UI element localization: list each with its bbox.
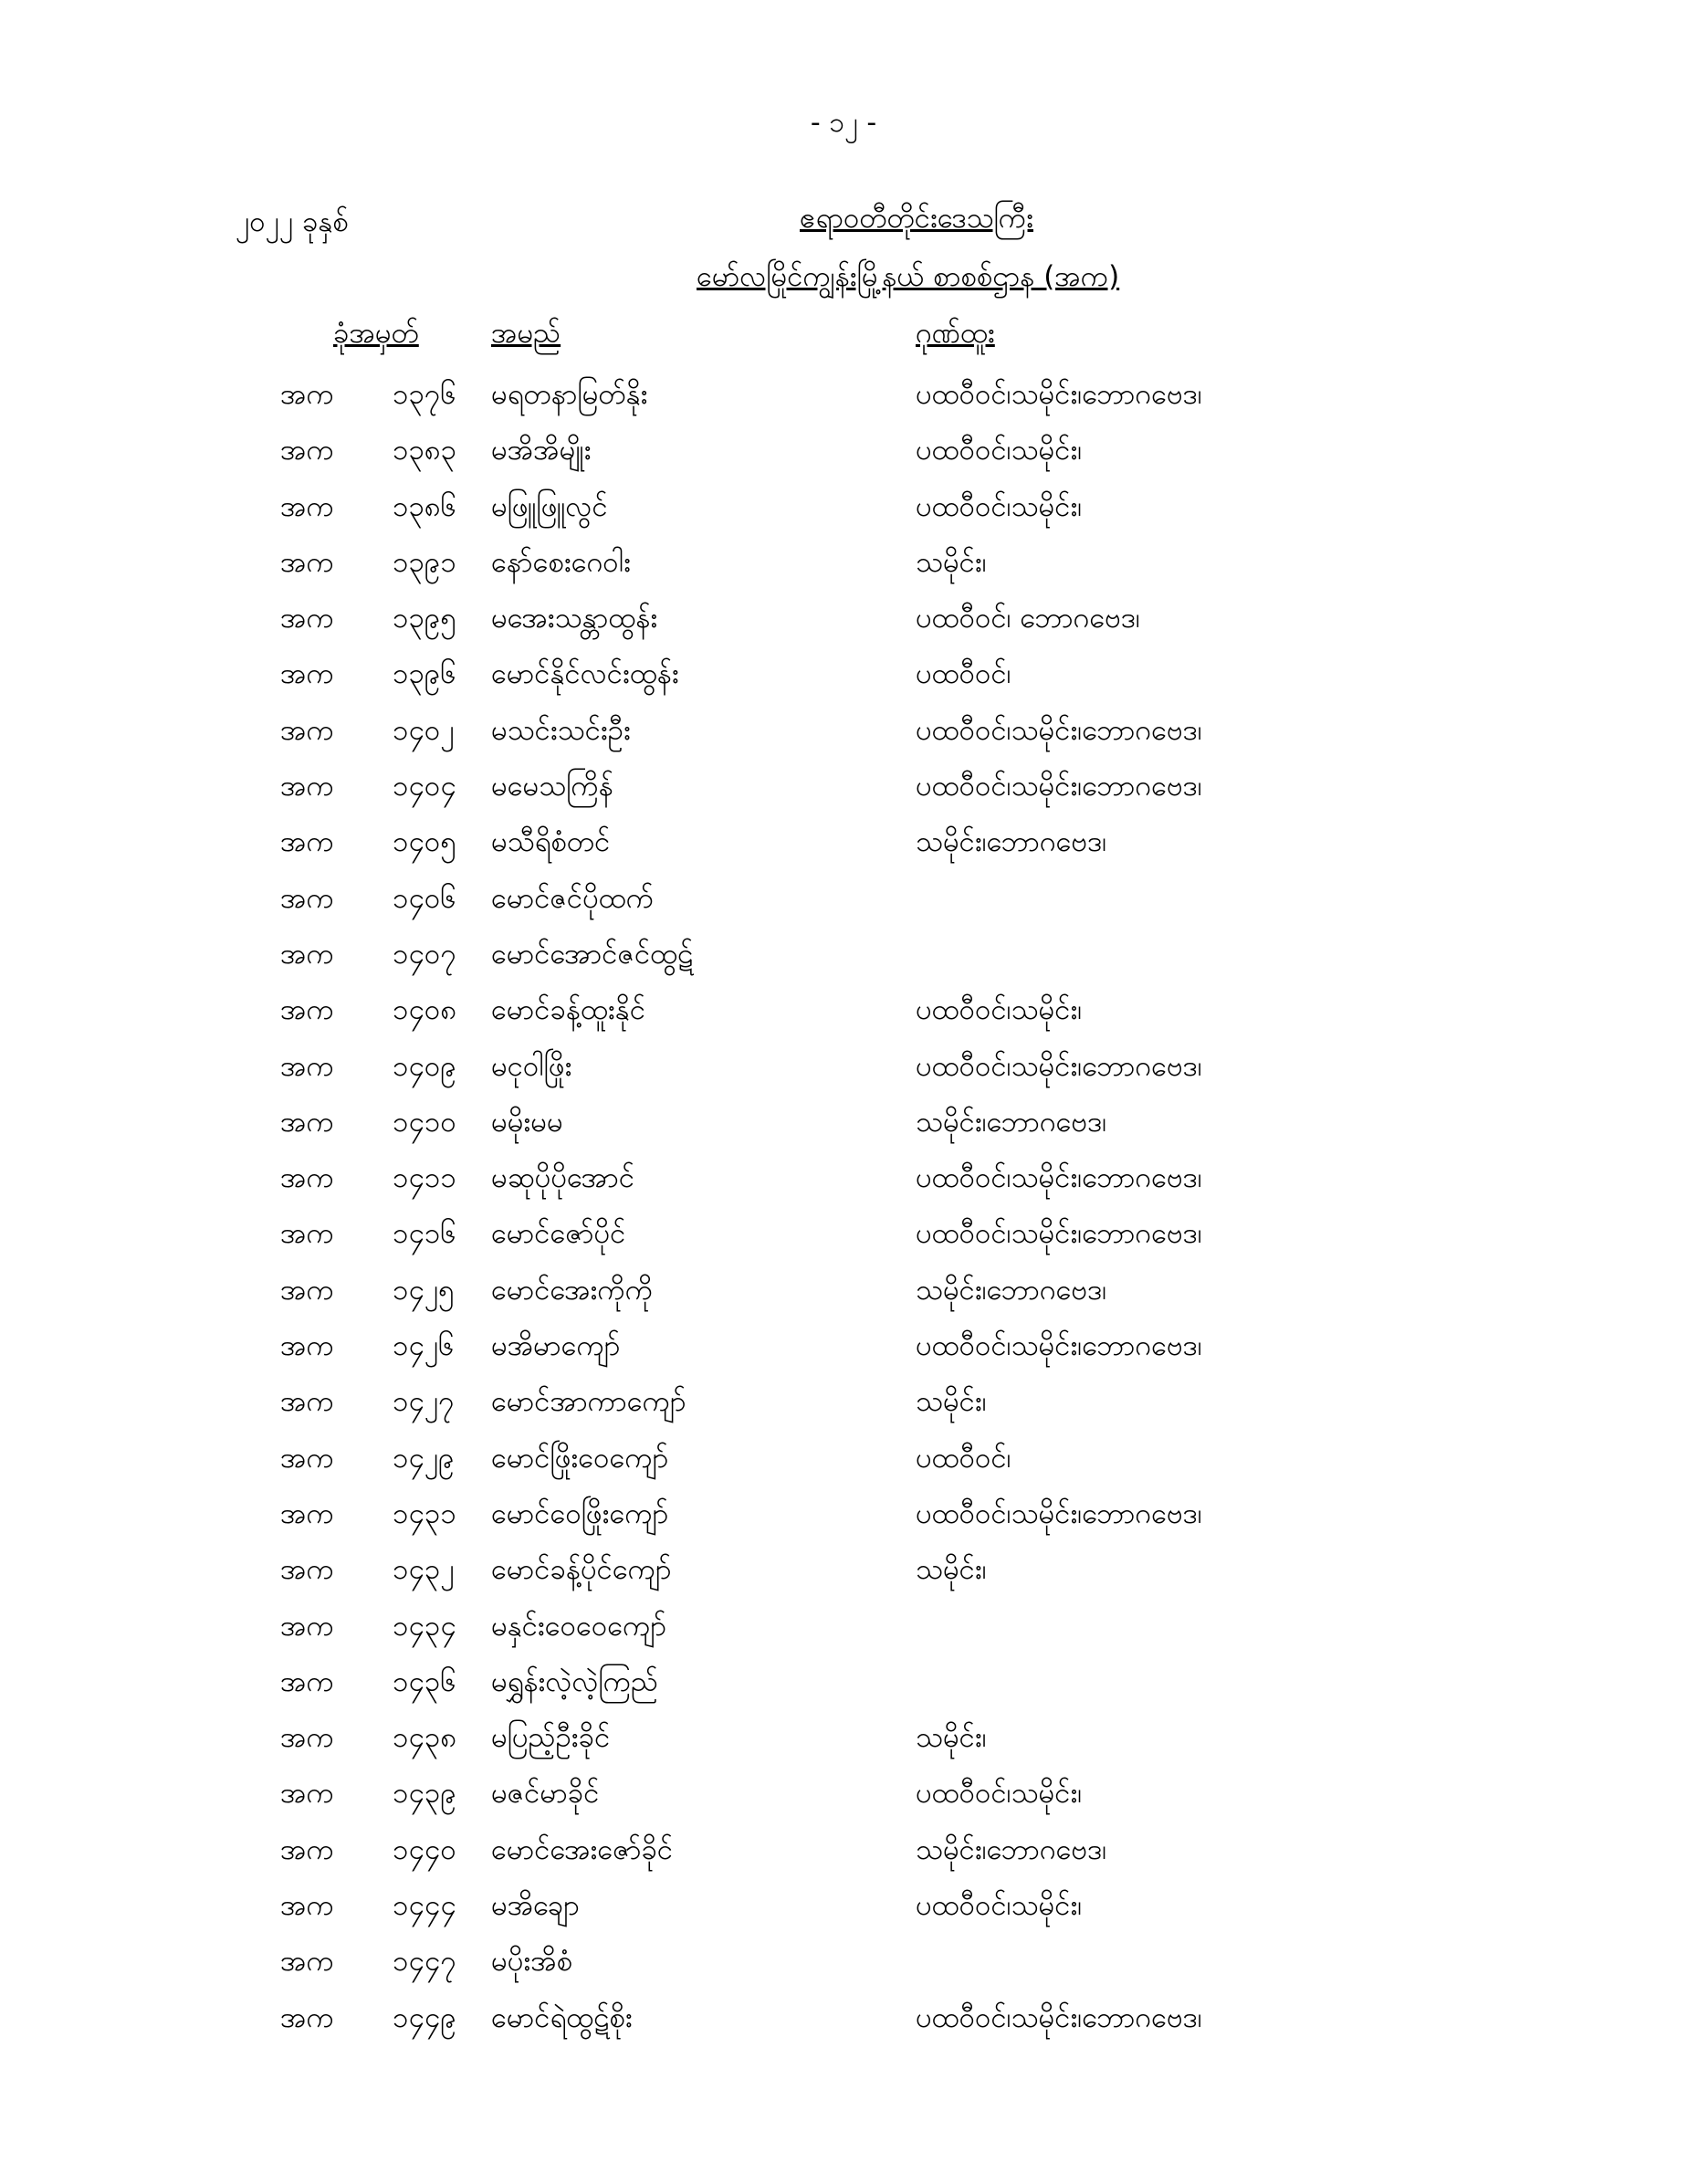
distinction-subjects: ပထဝီဝင်၊	[916, 657, 1011, 691]
student-name: မပြည့်ဦးခိုင်	[491, 1721, 611, 1755]
distinction-subjects: ပထဝီဝင်၊သမိုင်း၊	[916, 489, 1083, 523]
roll-prefix: အက	[280, 1329, 334, 1363]
header-distinction: ဂုဏ်ထူး	[916, 317, 995, 350]
student-name: မောင်အေးဇော်ခိုင်	[491, 1832, 674, 1866]
roll-prefix: အက	[280, 1049, 334, 1083]
student-name: မသီရိစံတင်	[491, 825, 611, 859]
result-row	[0, 1943, 1687, 1999]
result-row	[0, 1272, 1687, 1328]
result-row	[0, 1215, 1687, 1271]
roll-number: ၁၄၁၀	[393, 1105, 456, 1139]
distinction-subjects: သမိုင်း၊ဘောဂဗေဒ၊	[916, 1105, 1107, 1139]
roll-prefix: အက	[280, 1105, 334, 1139]
roll-number: ၁၄၃၈	[393, 1721, 457, 1755]
result-row	[0, 432, 1687, 488]
result-row	[0, 1383, 1687, 1439]
roll-prefix: အက	[280, 770, 334, 803]
roll-prefix: အက	[280, 1553, 334, 1587]
roll-number: ၁၄၀၇	[393, 937, 456, 971]
distinction-subjects: ပထဝီဝင်၊သမိုင်း၊	[916, 1777, 1083, 1811]
roll-number: ၁၄၄၀	[393, 1832, 456, 1866]
region-title: ဧရာဝတီတိုင်းဒေသကြီး	[800, 202, 1033, 235]
distinction-subjects: ပထဝီဝင်၊သမိုင်း၊ဘောဂဗေဒ၊	[916, 1217, 1202, 1251]
distinction-subjects: သမိုင်း၊ဘောဂဗေဒ၊	[916, 825, 1107, 859]
roll-number: ၁၃၉၆	[393, 657, 456, 691]
roll-number: ၁၄၃၂	[393, 1553, 455, 1587]
roll-number: ၁၄၂၉	[393, 1441, 455, 1475]
roll-prefix: အက	[280, 602, 334, 635]
distinction-subjects: ပထဝီဝင်၊သမိုင်း၊ဘောဂဗေဒ၊	[916, 770, 1202, 803]
roll-prefix: အက	[280, 881, 334, 915]
student-name: မရတနာမြတ်နိုး	[491, 378, 648, 411]
distinction-subjects: ပထဝီဝင်၊သမိုင်း၊	[916, 993, 1083, 1027]
roll-number: ၁၄၃၄	[393, 1609, 456, 1643]
student-name: နော်စေးဂေဝါး	[491, 545, 631, 579]
distinction-subjects: ပထဝီဝင်၊သမိုင်း၊ဘောဂဗေဒ၊	[916, 2000, 1202, 2034]
result-row	[0, 880, 1687, 936]
roll-prefix: အက	[280, 1609, 334, 1643]
exam-year: ၂၀၂၂ ခုနှစ်	[236, 205, 349, 238]
roll-number: ၁၄၄၉	[393, 2000, 456, 2034]
result-row	[0, 824, 1687, 879]
result-row	[0, 1440, 1687, 1496]
student-name: မအိအိမျိုး	[491, 434, 592, 467]
student-name: မပိုးအိစံ	[491, 1945, 573, 1979]
distinction-subjects: ပထဝီဝင်၊သမိုင်း၊ဘောဂဗေဒ၊	[916, 1496, 1202, 1530]
result-row	[0, 544, 1687, 600]
student-name: မအေးသန္တာထွန်း	[491, 602, 658, 635]
roll-prefix: အက	[280, 378, 334, 411]
roll-prefix: အက	[280, 1832, 334, 1866]
roll-prefix: အက	[280, 713, 334, 747]
student-name: မောင်ဇင်ပိုထက်	[491, 881, 655, 915]
student-name: မောင်ဝေဖြိုးကျော်	[491, 1496, 669, 1530]
roll-number: ၁၄၂၅	[393, 1273, 455, 1307]
roll-prefix: အက	[280, 434, 334, 467]
student-name: မောင်ရဲထွဋ်စိုး	[491, 2000, 633, 2034]
student-name: မအိချော	[491, 1889, 580, 1923]
student-name: မဇင်မာခိုင်	[491, 1777, 600, 1811]
student-name: မမိုးမမ	[491, 1105, 563, 1139]
roll-number: ၁၄၀၈	[393, 993, 457, 1027]
distinction-subjects: ပထဝီဝင်၊သမိုင်း၊	[916, 434, 1083, 467]
student-name: မောင်အေးကိုကို	[491, 1273, 654, 1307]
student-name: မရွှန်းလဲ့လဲ့ကြည်	[491, 1664, 659, 1698]
roll-prefix: အက	[280, 1496, 334, 1530]
roll-prefix: အက	[280, 1777, 334, 1811]
distinction-subjects: သမိုင်း၊ဘောဂဗေဒ၊	[916, 1273, 1107, 1307]
roll-number: ၁၄၄၄	[393, 1889, 456, 1923]
roll-prefix: အက	[280, 489, 334, 523]
roll-prefix: အက	[280, 1664, 334, 1698]
result-row	[0, 1551, 1687, 1607]
student-name: မောင်ခန့်ပိုင်ကျော်	[491, 1553, 672, 1587]
student-name: မောင်နိုင်လင်းထွန်း	[491, 657, 679, 691]
roll-prefix: အက	[280, 657, 334, 691]
result-row	[0, 600, 1687, 656]
roll-number: ၁၃၉၅	[393, 602, 456, 635]
results-list	[0, 376, 1687, 2055]
roll-number: ၁၄၀၆	[393, 881, 456, 915]
result-row	[0, 488, 1687, 544]
roll-number: ၁၃၇၆	[393, 378, 456, 411]
roll-number: ၁၄၀၄	[393, 770, 456, 803]
roll-number: ၁၄၂၆	[393, 1329, 455, 1363]
roll-prefix: အက	[280, 545, 334, 579]
result-row	[0, 1832, 1687, 1887]
roll-number: ၁၄၂၇	[393, 1385, 455, 1419]
result-row	[0, 1496, 1687, 1551]
result-row	[0, 712, 1687, 768]
result-row	[0, 1160, 1687, 1215]
distinction-subjects: သမိုင်း၊	[916, 1385, 987, 1419]
student-name: မဖြူဖြူလွင်	[491, 489, 608, 523]
roll-number: ၁၄၃၉	[393, 1777, 456, 1811]
roll-prefix: အက	[280, 1721, 334, 1755]
student-name: မောင်ခန့်ထူးနိုင်	[491, 993, 646, 1027]
distinction-subjects: သမိုင်း၊	[916, 1553, 987, 1587]
student-name: မဆုပိုပိုအောင်	[491, 1161, 635, 1195]
result-row	[0, 376, 1687, 432]
roll-number: ၁၄၃၆	[393, 1664, 456, 1698]
distinction-subjects: ပထဝီဝင်၊သမိုင်း၊ဘောဂဗေဒ၊	[916, 1049, 1202, 1083]
roll-prefix: အက	[280, 1441, 334, 1475]
student-name: မောင်အာကာကျော်	[491, 1385, 686, 1419]
roll-prefix: အက	[280, 2000, 334, 2034]
student-name: မောင်အောင်ဇင်ထွဋ်	[491, 937, 694, 971]
distinction-subjects: ပထဝီဝင်၊သမိုင်း၊	[916, 1889, 1083, 1923]
distinction-subjects: သမိုင်း၊	[916, 1721, 987, 1755]
roll-number: ၁၄၀၂	[393, 713, 455, 747]
result-row	[0, 1104, 1687, 1160]
roll-prefix: အက	[280, 1385, 334, 1419]
student-name: မငုဝါဖြိုး	[491, 1049, 572, 1083]
roll-number: ၁၄၃၁	[393, 1496, 456, 1530]
student-name: မအိမာကျော်	[491, 1329, 621, 1363]
roll-prefix: အက	[280, 825, 334, 859]
result-row	[0, 656, 1687, 711]
result-row	[0, 1328, 1687, 1383]
student-name: မနှင်းဝေဝေကျော်	[491, 1609, 667, 1643]
roll-number: ၁၄၁၁	[393, 1161, 456, 1195]
roll-prefix: အက	[280, 1945, 334, 1979]
roll-prefix: အက	[280, 1273, 334, 1307]
page-number: - ၁၂ -	[810, 107, 877, 139]
roll-number: ၁၃၈၃	[393, 434, 457, 467]
roll-prefix: အက	[280, 1217, 334, 1251]
distinction-subjects: ပထဝီဝင်၊	[916, 1441, 1011, 1475]
distinction-subjects: ပထဝီဝင်၊သမိုင်း၊ဘောဂဗေဒ၊	[916, 713, 1202, 747]
exam-center-title: မော်လမြိုင်ကျွန်းမြို့နယ် စာစစ်ဌာန (အက)	[697, 260, 1120, 293]
roll-number: ၁၃၈၆	[393, 489, 457, 523]
result-row	[0, 1048, 1687, 1104]
result-row	[0, 936, 1687, 992]
result-row	[0, 992, 1687, 1047]
roll-number: ၁၄၀၉	[393, 1049, 456, 1083]
distinction-subjects: ပထဝီဝင်၊သမိုင်း၊ဘောဂဗေဒ၊	[916, 1161, 1202, 1195]
distinction-subjects: ပထဝီဝင်၊ ဘောဂဗေဒ၊	[916, 602, 1140, 635]
student-name: မောင်ဇော်ပိုင်	[491, 1217, 626, 1251]
result-row	[0, 2000, 1687, 2055]
roll-number: ၁၃၉၁	[393, 545, 456, 579]
roll-prefix: အက	[280, 993, 334, 1027]
roll-number: ၁၄၄၇	[393, 1945, 456, 1979]
result-row	[0, 1775, 1687, 1831]
distinction-subjects: ပထဝီဝင်၊သမိုင်း၊ဘောဂဗေဒ၊	[916, 1329, 1202, 1363]
roll-prefix: အက	[280, 937, 334, 971]
student-name: မသင်းသင်းဦး	[491, 713, 631, 747]
student-name: မောင်ဖြိုးဝေကျော်	[491, 1441, 669, 1475]
distinction-subjects: ပထဝီဝင်၊သမိုင်း၊ဘောဂဗေဒ၊	[916, 378, 1202, 411]
header-name: အမည်	[491, 317, 561, 350]
distinction-subjects: သမိုင်း၊	[916, 545, 987, 579]
roll-number: ၁၄၁၆	[393, 1217, 456, 1251]
result-row	[0, 1719, 1687, 1775]
roll-number: ၁၄၀၅	[393, 825, 456, 859]
roll-prefix: အက	[280, 1889, 334, 1923]
header-roll-number: ခုံအမှတ်	[333, 317, 419, 350]
student-name: မမေသကြိန်	[491, 770, 613, 803]
result-row	[0, 1887, 1687, 1943]
result-row	[0, 1608, 1687, 1664]
roll-prefix: အက	[280, 1161, 334, 1195]
result-row	[0, 1664, 1687, 1719]
distinction-subjects: သမိုင်း၊ဘောဂဗေဒ၊	[916, 1832, 1107, 1866]
result-row	[0, 768, 1687, 824]
